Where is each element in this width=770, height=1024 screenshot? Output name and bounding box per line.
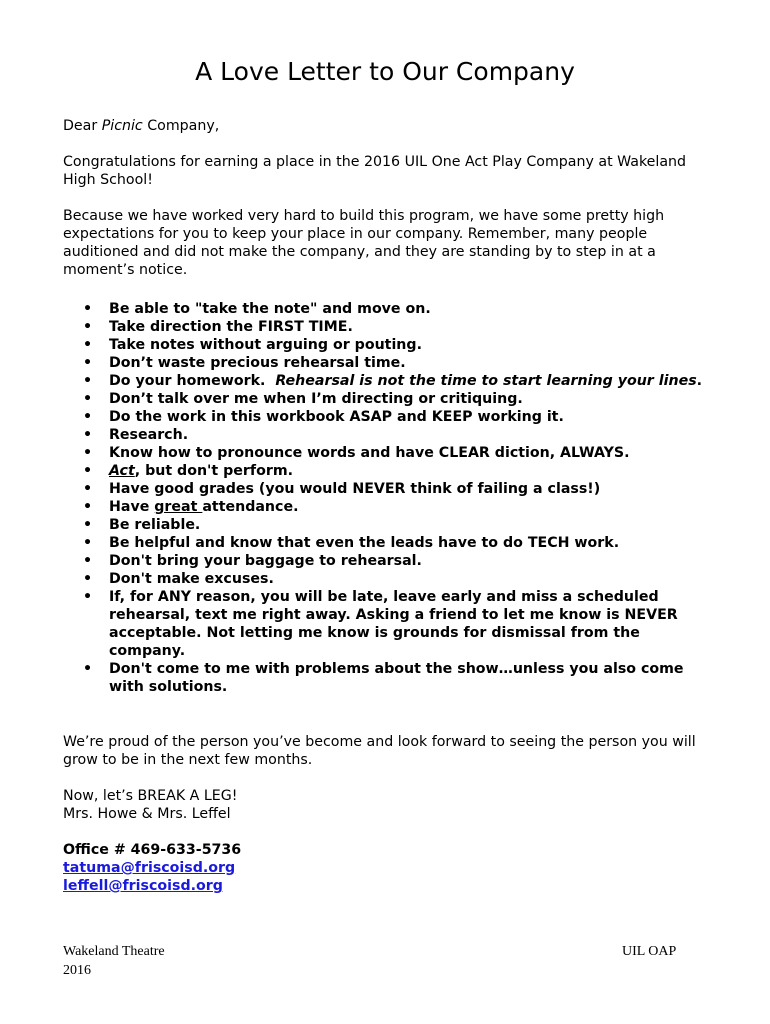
bullet: • bbox=[83, 445, 93, 461]
list-item bbox=[63, 588, 713, 660]
list-item bbox=[63, 426, 713, 444]
bullet: • bbox=[83, 535, 93, 551]
bullet: • bbox=[83, 319, 93, 335]
list-item bbox=[63, 318, 713, 336]
rule-lead: Act bbox=[109, 463, 135, 479]
bullet: • bbox=[83, 337, 93, 353]
rule-text: Don’t talk over me when I’m directing or critiquing. bbox=[109, 391, 523, 407]
rule-text: Don't bring your baggage to rehearsal. bbox=[109, 553, 422, 569]
list-item bbox=[63, 300, 713, 318]
bullet: • bbox=[83, 553, 93, 569]
office-phone: Office # 469-633-5736 bbox=[63, 842, 242, 858]
list-item bbox=[63, 660, 713, 696]
list-item bbox=[63, 372, 713, 390]
bullet: • bbox=[83, 589, 93, 605]
rule-text: Don't come to me with problems about the show…unless you also come with solutions. bbox=[109, 661, 684, 695]
footer-left bbox=[63, 942, 165, 980]
salutation bbox=[63, 117, 713, 135]
bullet: • bbox=[83, 481, 93, 497]
bullet: • bbox=[83, 517, 93, 533]
footer-school: Wakeland Theatre bbox=[63, 944, 165, 959]
bullet: • bbox=[83, 661, 93, 677]
bullet: • bbox=[83, 391, 93, 407]
list-item bbox=[63, 444, 713, 462]
rule-text: Be helpful and know that even the leads have to do TECH work. bbox=[109, 535, 620, 551]
company-name: Picnic bbox=[101, 118, 143, 134]
email-link-tatuma[interactable]: tatuma@friscoisd.org bbox=[63, 860, 236, 876]
bullet: • bbox=[83, 571, 93, 587]
list-item bbox=[63, 336, 713, 354]
list-item bbox=[63, 498, 713, 516]
letter-title: A Love Letter to Our Company bbox=[195, 57, 575, 86]
contact-block bbox=[63, 841, 241, 895]
rule-text: Be reliable. bbox=[109, 517, 201, 533]
signature: Mrs. Howe & Mrs. Leffel bbox=[63, 806, 231, 822]
list-item bbox=[63, 462, 713, 480]
rule-text: Have good grades (you would NEVER think of failing a class!) bbox=[109, 481, 601, 497]
list-item bbox=[63, 354, 713, 372]
bullet: • bbox=[83, 463, 93, 479]
rules-list bbox=[63, 300, 713, 696]
list-item bbox=[63, 390, 713, 408]
closing-line: Now, let’s BREAK A LEG! bbox=[63, 788, 238, 804]
bullet: • bbox=[83, 301, 93, 317]
footer-year: 2016 bbox=[63, 963, 91, 978]
list-item bbox=[63, 516, 713, 534]
list-item bbox=[63, 552, 713, 570]
rule-text: If, for ANY reason, you will be late, leave early and miss a scheduled rehearsal, text me right away. Asking a friend to let me know is NEVER acceptable. Not letting me know is grounds for dismissal from the company. bbox=[109, 589, 678, 659]
rule-text: Take notes without arguing or pouting. bbox=[109, 337, 422, 353]
list-item bbox=[63, 408, 713, 426]
rule-text: Take direction the FIRST TIME. bbox=[109, 319, 353, 335]
rule-text: Have bbox=[109, 499, 155, 515]
congratulations-paragraph: Congratulations for earning a place in the 2016 UIL One Act Play Company at Wakeland High School! bbox=[63, 154, 687, 188]
bullet: • bbox=[83, 373, 93, 389]
bullet: • bbox=[83, 355, 93, 371]
rule-text: Don’t waste precious rehearsal time. bbox=[109, 355, 406, 371]
rule-text: Be able to "take the note" and move on. bbox=[109, 301, 431, 317]
salutation-prefix: Dear bbox=[63, 118, 102, 134]
proud-paragraph: We’re proud of the person you’ve become and look forward to seeing the person you will grow to be in the next few months. bbox=[63, 734, 696, 768]
bullet: • bbox=[83, 499, 93, 515]
list-item bbox=[63, 480, 713, 498]
rule-after: . bbox=[696, 373, 703, 389]
rule-underline: great bbox=[154, 499, 203, 515]
rule-emphasis: Rehearsal is not the time to start learning your lines bbox=[275, 373, 697, 389]
salutation-suffix: Company, bbox=[142, 118, 220, 134]
rule-text: , but don't perform. bbox=[134, 463, 293, 479]
list-item bbox=[63, 534, 713, 552]
rule-text: Research. bbox=[109, 427, 189, 443]
list-item bbox=[63, 570, 713, 588]
email-link-leffell[interactable]: leffell@friscoisd.org bbox=[63, 878, 223, 894]
footer-right: UIL OAP bbox=[622, 944, 677, 959]
rule-after: attendance. bbox=[202, 499, 299, 515]
bullet: • bbox=[83, 427, 93, 443]
rule-text: Know how to pronounce words and have CLEAR diction, ALWAYS. bbox=[109, 445, 630, 461]
closing-block bbox=[63, 787, 713, 823]
rule-text: Do the work in this workbook ASAP and KEEP working it. bbox=[109, 409, 564, 425]
rule-text: Don't make excuses. bbox=[109, 571, 274, 587]
expectations-paragraph: Because we have worked very hard to build this program, we have some pretty high expectations for you to keep your place in our company. Remember, many people auditioned and did not make the company, and they are standing by to step in at a moment’s notice. bbox=[63, 208, 665, 278]
rule-text: Do your homework. bbox=[109, 373, 276, 389]
bullet: • bbox=[83, 409, 93, 425]
